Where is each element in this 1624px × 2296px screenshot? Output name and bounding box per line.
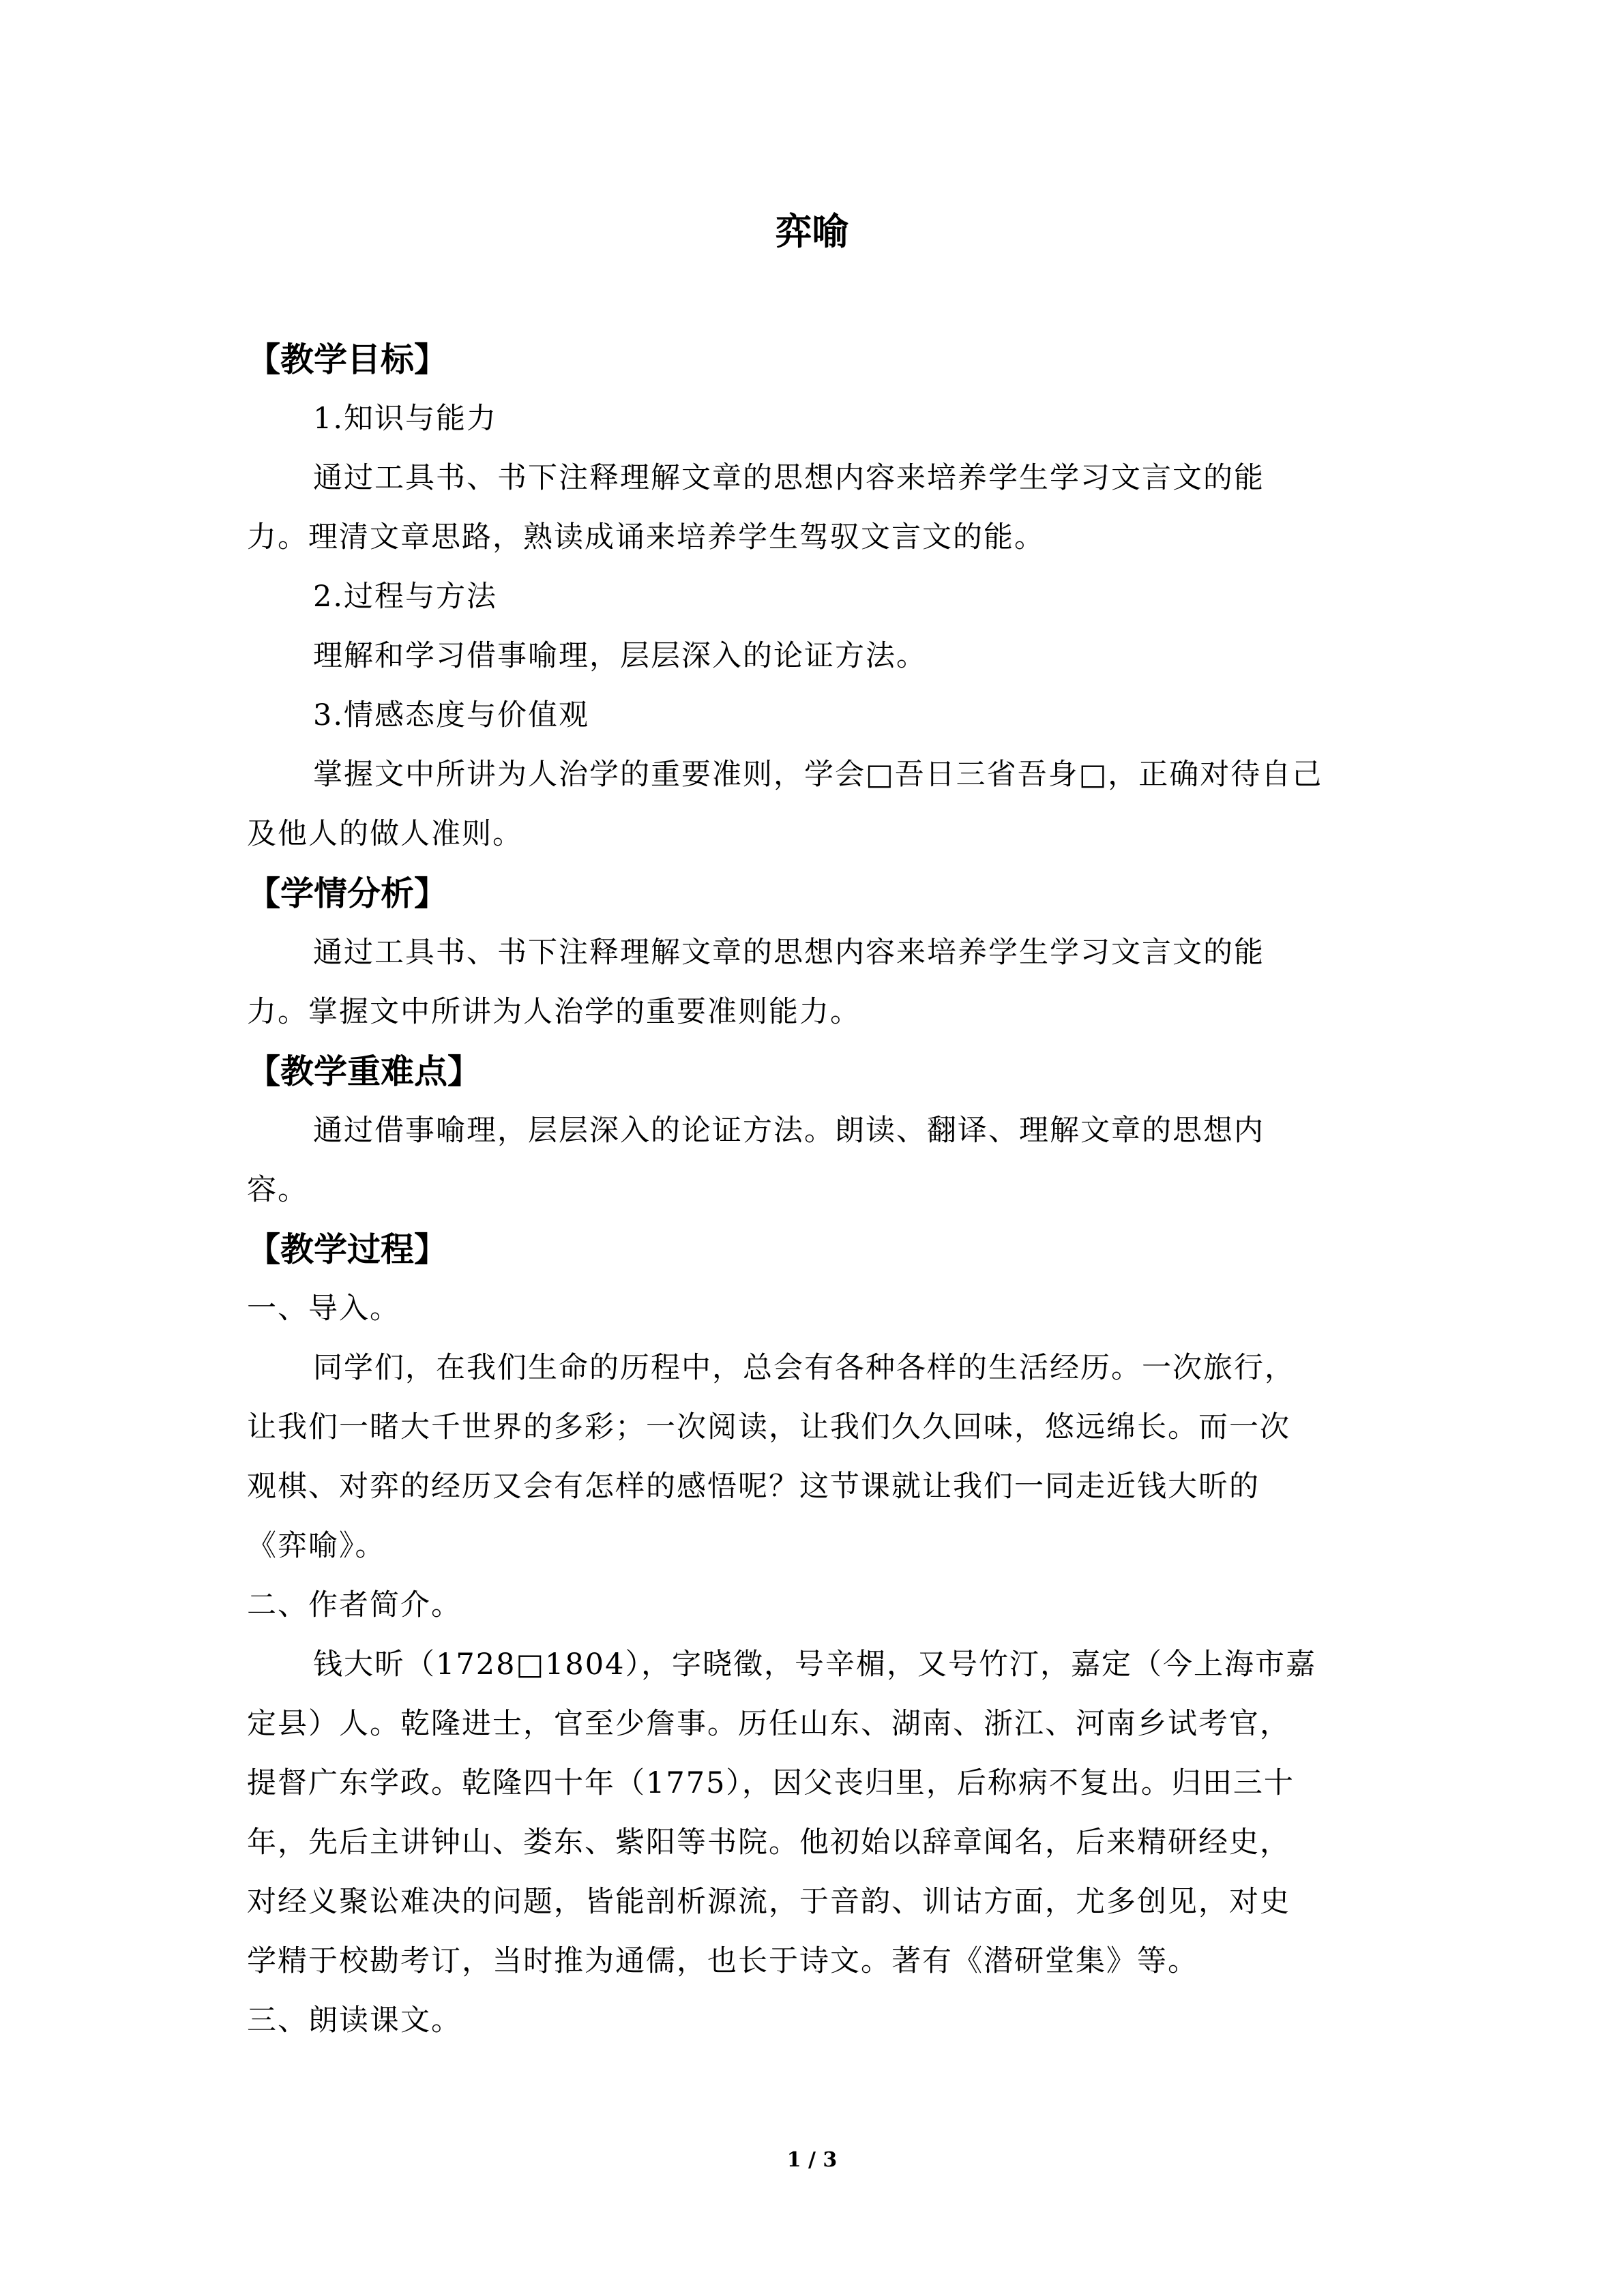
paragraph-line: 钱大昕（1728□1804），字晓徵，号辛楣，又号竹汀，嘉定（今上海市嘉: [313, 1648, 1316, 1682]
page-number: 1 / 3: [786, 2148, 838, 2172]
paragraph-line: 通过工具书、书下注释理解文章的思想内容来培养学生学习文言文的能: [313, 936, 1265, 970]
paragraph-line: 定县）人。乾隆进士，官至少詹事。历任山东、湖南、浙江、河南乡试考官，: [247, 1707, 1290, 1741]
process-step-1: 一、导入。: [247, 1292, 400, 1326]
section-heading-goals: 【教学目标】: [247, 340, 448, 379]
section-heading-process: 【教学过程】: [247, 1230, 448, 1269]
paragraph-line: 观棋、对弈的经历又会有怎样的感悟呢？这节课就让我们一同走近钱大昕的: [247, 1470, 1260, 1504]
goals-item-2: 2.过程与方法: [313, 580, 498, 614]
paragraph-line: 对经义聚讼难决的问题，皆能剖析源流，于音韵、训诂方面，尤多创见，对史: [247, 1885, 1290, 1919]
process-step-2: 二、作者简介。: [247, 1588, 462, 1622]
paragraph-line: 年，先后主讲钟山、娄东、紫阳等书院。他初始以辞章闻名，后来精研经史，: [247, 1825, 1290, 1860]
paragraph-line: 学精于校勘考订，当时推为通儒，也长于诗文。著有《潜研堂集》等。: [247, 1944, 1198, 1978]
paragraph-line: 通过借事喻理，层层深入的论证方法。朗读、翻译、理解文章的思想内: [313, 1114, 1265, 1148]
paragraph-line: 同学们，在我们生命的历程中，总会有各种各样的生活经历。一次旅行，: [313, 1351, 1295, 1385]
paragraph-line: 理解和学习借事喻理，层层深入的论证方法。: [313, 639, 927, 673]
goals-item-1: 1.知识与能力: [313, 402, 498, 436]
section-heading-key-points: 【教学重难点】: [247, 1052, 482, 1091]
paragraph-line: 《弈喻》。: [247, 1529, 386, 1563]
paragraph-line: 让我们一睹大千世界的多彩；一次阅读，让我们久久回味，悠远绵长。而一次: [247, 1410, 1290, 1444]
goals-item-3: 3.情感态度与价值观: [313, 698, 590, 732]
section-heading-analysis: 【学情分析】: [247, 874, 448, 913]
paragraph-line: 容。: [247, 1173, 308, 1207]
paragraph-line: 及他人的做人准则。: [247, 817, 523, 851]
document-title: 弈喻: [775, 210, 849, 253]
paragraph-line: 力。掌握文中所讲为人治学的重要准则能力。: [247, 995, 861, 1029]
document-body: [247, 330, 1365, 2051]
paragraph-line: 提督广东学政。乾隆四十年（1775），因父丧归里，后称病不复出。归田三十: [247, 1766, 1295, 1800]
paragraph-line: 通过工具书、书下注释理解文章的思想内容来培养学生学习文言文的能: [313, 461, 1265, 495]
paragraph-line: 掌握文中所讲为人治学的重要准则，学会□吾日三省吾身□，正确对待自己: [313, 758, 1323, 792]
paragraph-line: 力。理清文章思路，熟读成诵来培养学生驾驭文言文的能。: [247, 520, 1045, 554]
process-step-3: 三、朗读课文。: [247, 2003, 462, 2038]
